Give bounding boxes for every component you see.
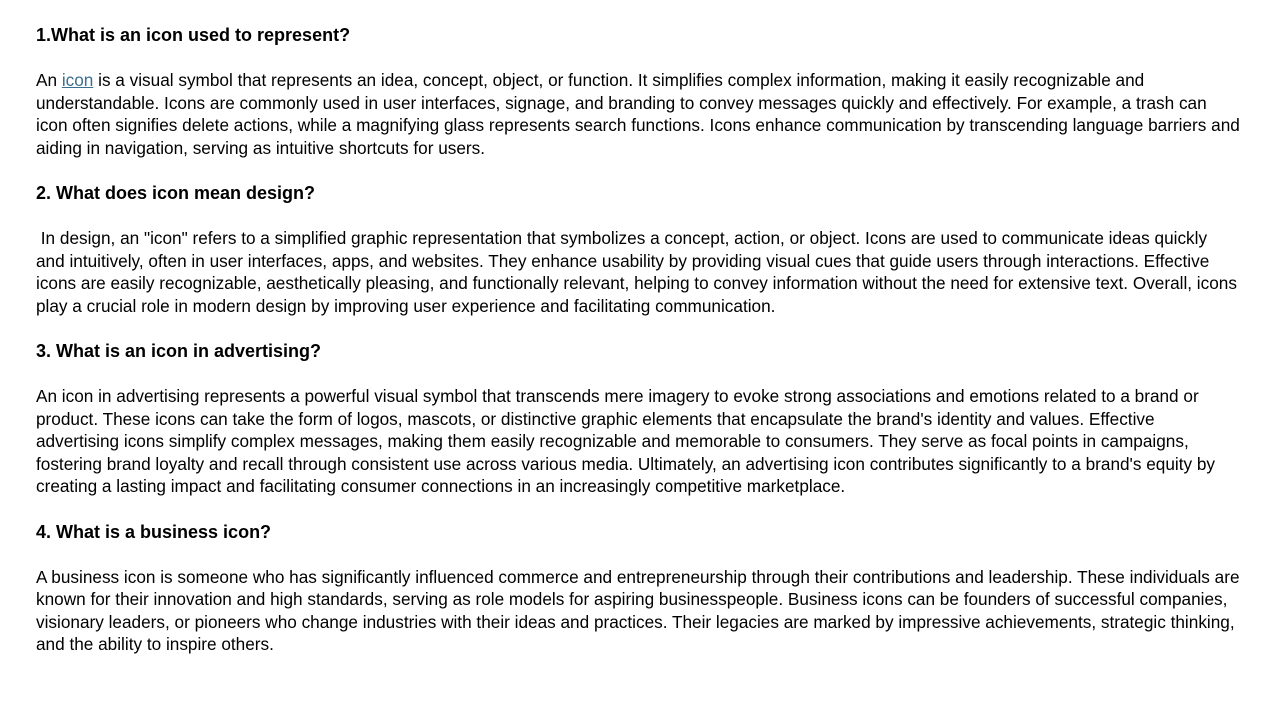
faq-question-3: 3. What is an icon in advertising? [36,341,322,361]
faq-section-1 [36,24,1240,159]
faq-section-4 [36,521,1240,656]
faq-answer-3: An icon in advertising represents a powerful visual symbol that transcends mere imagery to evoke strong associations and emotions related to a brand or product. These icons can take the form of logos, mascots, or distinctive graphic elements that encapsulate the brand's identity and values. Effective advertising icons simplify complex messages, making them easily recognizable and memorable to consumers. They serve as focal points in campaigns, fostering brand loyalty and recall through consistent use across various media. Ultimately, an advertising icon contributes significantly to a brand's equity by creating a lasting impact and facilitating consumer connections in an increasingly competitive marketplace. [36,386,1216,496]
faq-answer-1-body: is a visual symbol that represents an idea, concept, object, or function. It simplifies complex information, making it easily recognizable and understandable. Icons are commonly used in user interfaces, signage, and branding to convey messages quickly and effectively. For example, a trash can icon often signifies delete actions, while a magnifying glass represents search functions. Icons enhance communication by transcending language barriers and aiding in navigation, serving as intuitive shortcuts for users. [36,70,1240,158]
faq-answer-1 [36,69,1240,159]
faq-question-1: 1.What is an icon used to represent? [36,25,351,45]
faq-answer-2: In design, an "icon" refers to a simplified graphic representation that symbolizes a concept, action, or object. Icons are used to communicate ideas quickly and intuitively, often in user interfaces, apps, and websites. They enhance usability by providing visual cues that guide users through interactions. Effective icons are easily recognizable, aesthetically pleasing, and functionally relevant, helping to convey information without the need for extensive text. Overall, icons play a crucial role in modern design by improving user experience and facilitating communication. [36,228,1237,316]
icon-link[interactable]: icon [61,70,94,90]
faq-question-2: 2. What does icon mean design? [36,183,316,203]
faq-answer-4: A business icon is someone who has significantly influenced commerce and entrepreneurship through their contributions and leadership. These individuals are known for their innovation and high standards, serving as role models for aspiring businesspeople. Business icons can be founders of successful companies, visionary leaders, or pioneers who change industries with their ideas and practices. Their legacies are marked by impressive achievements, strategic thinking, and the ability to inspire others. [36,566,1240,654]
faq-section-2 [36,182,1240,317]
faq-question-4: 4. What is a business icon? [36,521,272,542]
faq-section-3 [36,340,1240,498]
faq-answer-1-intro: An [36,70,62,90]
